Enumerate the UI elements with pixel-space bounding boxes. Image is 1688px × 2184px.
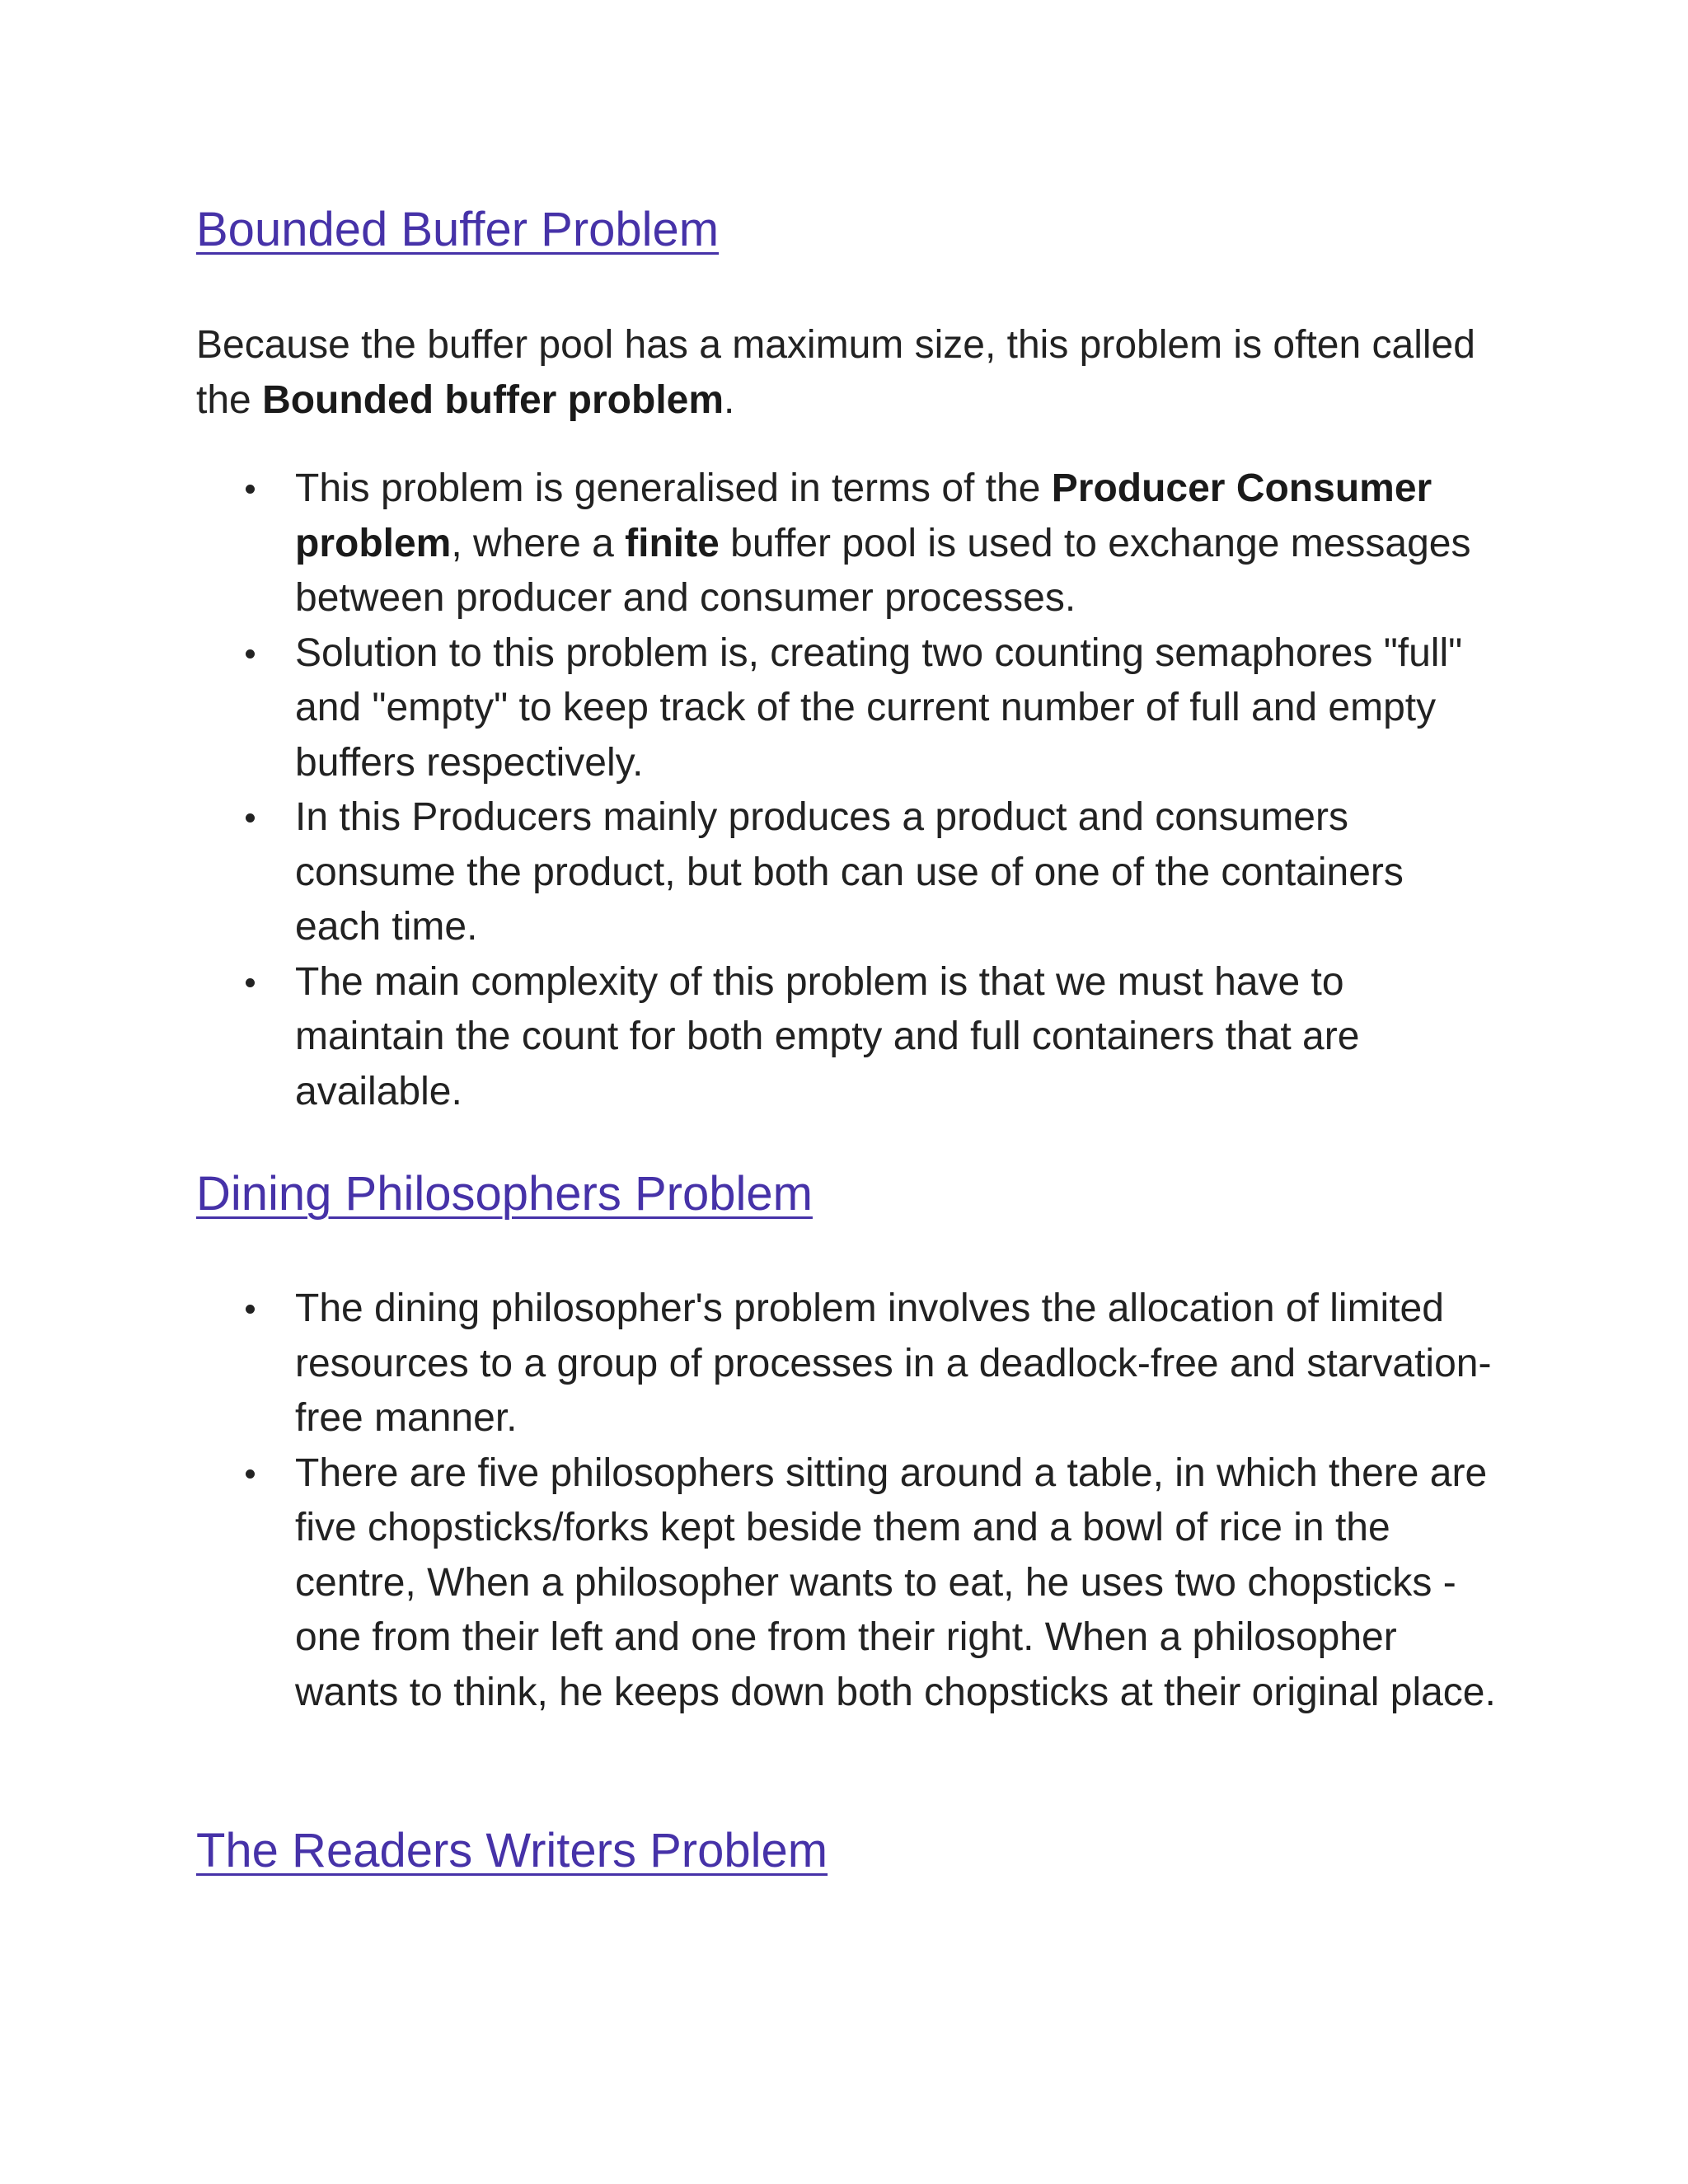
bullet-icon (246, 649, 255, 658)
item-bold-text: Producer Consumer problem (295, 466, 1432, 565)
item-text: The dining philosopher's problem involves the allocation of limited resources to a group of processes in a deadlock-free and starvation-free manner. (295, 1286, 1492, 1440)
bullet-icon (246, 485, 255, 494)
list-item (196, 1446, 1498, 1721)
dining-philosophers-list (196, 1282, 1498, 1720)
heading-readers-writers-problem[interactable]: The Readers Writers Problem (196, 1824, 828, 1877)
bullet-icon (246, 813, 255, 823)
list-item (196, 790, 1498, 955)
heading-dining-philosophers-problem[interactable]: Dining Philosophers Problem (196, 1167, 813, 1221)
intro-text-bold: Bounded buffer problem (262, 378, 724, 422)
intro-text-after: . (724, 378, 735, 422)
heading-bounded-buffer-problem[interactable]: Bounded Buffer Problem (196, 203, 720, 256)
list-item (196, 955, 1498, 1120)
intro-text-before: Because the buffer pool has a maximum size, this problem is often called the (196, 323, 1475, 422)
item-text: Solution to this problem is, creating two counting semaphores "full" and "empty" to keep track of the current number of full and empty buffers respectively. (295, 630, 1463, 785)
bullet-icon (246, 1469, 255, 1479)
list-item (196, 626, 1498, 791)
item-text: This problem is generalised in terms of the (295, 466, 1052, 510)
bounded-buffer-list (196, 462, 1498, 1119)
bullet-icon (246, 978, 255, 987)
item-text: The main complexity of this problem is that we must have to maintain the count for both empty and full containers that are available. (295, 959, 1360, 1113)
bullet-icon (246, 1305, 255, 1314)
item-text: , where a (451, 521, 626, 565)
item-text: In this Producers mainly produces a product and consumers consume the product, but both can use of one of the containers each time. (295, 795, 1404, 949)
item-bold-text: finite (625, 521, 720, 565)
item-text: buffer pool is used to exchange messages between producer and consumer processes. (295, 521, 1471, 620)
intro-paragraph (196, 317, 1482, 428)
item-text: There are five philosophers sitting around a table, in which there are five chopsticks/forks kept beside them and a bowl of rice in the centre, When a philosopher wants to eat, he uses two chopsticks - one from their left and one from their right. When a philosopher wants to think, he keeps down both chopsticks at their original place. (295, 1451, 1496, 1714)
list-item (196, 462, 1498, 626)
list-item (196, 1282, 1498, 1446)
